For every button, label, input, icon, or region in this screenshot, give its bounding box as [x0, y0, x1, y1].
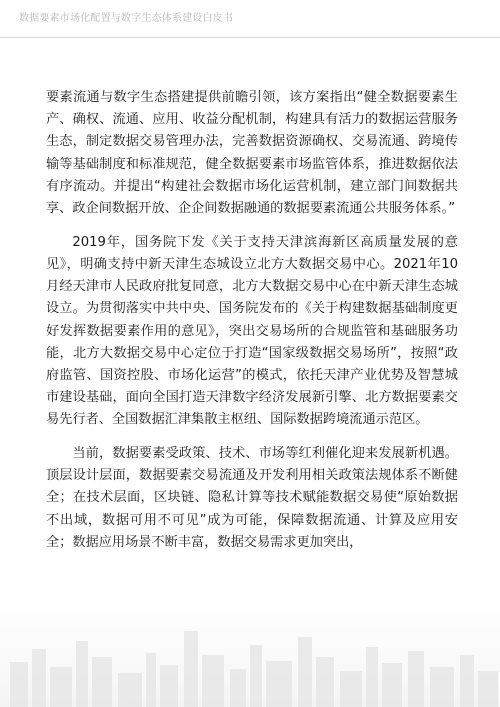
paragraph-3: 当前，数据要素受政策、技术、市场等红利催化迎来发展新机遇。顶层设计层面，数据要素交易流通及开发利用相关政策法规体系不断健全；在技术层面，区块链、隐私计算等技术赋能数据交易使“原始数据不出域，数据可用不可见”成为可能，保障数据流通、计算及应用安全；数据应用场景不断丰富，数据交易需求更加突出， — [46, 446, 458, 550]
city-skyline-watermark — [0, 557, 500, 707]
header-title: 数据要素市场化配置与数字生态体系建设白皮书 — [19, 13, 234, 24]
paragraph-1: 要素流通与数字生态搭建提供前瞻引领，该方案指出“健全数据要素生产、确权、流通、应用、收益分配机制，构建具有活力的数据运营服务生态，制定数据交易管理办法，完善数据资源确权、交易流通、跨境传输等基础制度和标准规范，健全数据要素市场监管体系，推进数据依法有序流动。并提出“构建社会数据市场化运营机制，建立部门间数据共享、政企间数据开放、企企间数据融通的数据要素流通公共服务体系。” — [46, 90, 458, 217]
header-divider — [0, 37, 500, 38]
paragraph-2: 2019年，国务院下发《关于支持天津滨海新区高质量发展的意见》，明确支持中新天津生态城设立北方大数据交易中心。2021年10月经天津市人民政府批复同意，北方大数据交易中心在中新天津生态城设立。为贯彻落实中共中央、国务院发布的《关于构建数据基础制度更好发挥数据要素作用的意见》，突出交易场所的合规监管和基础服务功能，北方大数据交易中心定位于打造“国家级数据交易场所”，按照“政府监管、国资控股、市场化运营”的模式，依托天津产业优势及智慧城市建设基础，面向全国打造天津数字经济发展新引擎、北方数据要素交易先行者、全国数据汇津集散主枢纽、国际数据跨境流通示范区。 — [46, 234, 458, 428]
document-body — [46, 87, 458, 554]
